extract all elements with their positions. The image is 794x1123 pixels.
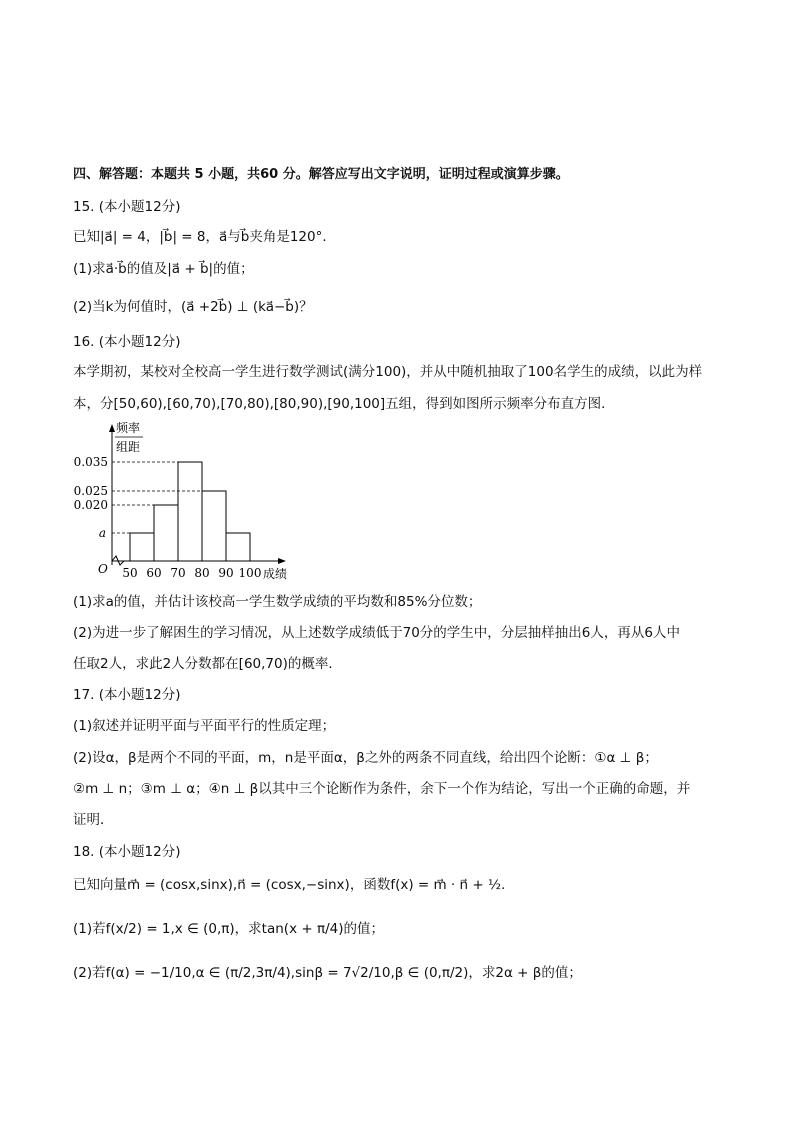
origin-label: O: [98, 562, 108, 576]
q16-part2-line2: 任取2人，求此2人分数都在[60,70)的概率．: [73, 656, 342, 672]
ytick-0025: 0.025: [73, 484, 108, 498]
xtick-80: 80: [194, 566, 210, 580]
q16-stem-line2: 本，分[50,60),[60,70),[70,80),[80,90),[90,100]五组，得到如图所示频率分布直方图．: [73, 396, 615, 412]
q16-stem-line1: 本学期初，某校对全校高一学生进行数学测试(满分100)，并从中随机抽取了100名学生的成绩，以此为样: [73, 364, 703, 380]
xtick-90: 90: [218, 566, 234, 580]
bar-70-80: [178, 462, 202, 561]
frequency-histogram: [70, 420, 310, 580]
q16-title: 16. (本小题12分): [73, 334, 181, 350]
ytick-a: a: [98, 526, 106, 540]
q15-given: 已知|a⃗| = 4，|b⃗| = 8，a⃗与b⃗夹角是120°．: [73, 229, 336, 245]
xlabel: 成绩: [263, 567, 288, 580]
bar-90-100: [226, 533, 250, 561]
bar-60-70: [154, 505, 178, 561]
ytick-0020: 0.020: [73, 498, 108, 512]
q18-given: 已知向量m⃗ = (cosx,sinx),n⃗ = (cosx,−sinx)，函数f(x) = m⃗ · n⃗ + ½.: [73, 877, 506, 893]
section-header: 四、解答题：本题共 5 小题，共60 分。解答应写出文字说明，证明过程或演算步骤。: [73, 167, 569, 182]
q17-title: 17. (本小题12分): [73, 687, 181, 703]
x-axis-arrow: [278, 558, 286, 564]
q18-part1: (1)若f(x/2) = 1,x ∈ (0,π)，求tan(x + π/4)的值；: [73, 921, 384, 937]
q18-part2: (2)若f(α) = −1/10,α ∈ (π/2,3π/4),sinβ = 7√2/10,β ∈ (0,π/2)，求2α + β的值；: [73, 965, 582, 981]
ylabel-top: 频率: [116, 421, 141, 435]
q15-part1: (1)求a⃗·b⃗的值及|a⃗ + b⃗|的值；: [73, 261, 254, 277]
q16-part1: (1)求a的值，并估计该校高一学生数学成绩的平均数和85%分位数；: [73, 594, 482, 610]
q18-title: 18. (本小题12分): [73, 844, 181, 860]
ylabel-bottom: 组距: [116, 440, 141, 454]
ytick-0035: 0.035: [73, 455, 108, 469]
q17-part1: (1)叙述并证明平面与平面平行的性质定理；: [73, 718, 336, 734]
xtick-50: 50: [122, 566, 138, 580]
q17-part2-line3: 证明．: [73, 812, 114, 828]
bar-50-60: [130, 533, 154, 561]
bar-80-90: [202, 491, 226, 561]
q17-part2-line2: ②m ⊥ n；③m ⊥ α；④n ⊥ β以其中三个论断作为条件，余下一个作为结论，写出一个正确的命题，并: [73, 781, 691, 797]
q15-title: 15. (本小题12分): [73, 199, 181, 215]
xtick-70: 70: [170, 566, 186, 580]
y-axis-arrow: [109, 424, 115, 432]
q15-part2: (2)当k为何值时，(a⃗ +2b⃗) ⊥ (ka⃗−b⃗)？: [73, 299, 313, 315]
q16-part2-line1: (2)为进一步了解困生的学习情况，从上述数学成绩低于70分的学生中，分层抽样抽出6人，再从6人中: [73, 625, 680, 641]
q17-part2-line1: (2)设α，β是两个不同的平面，m，n是平面α，β之外的两条不同直线，给出四个论断：①α ⊥ β；: [73, 750, 658, 766]
xtick-100: 100: [238, 566, 262, 580]
xtick-60: 60: [146, 566, 162, 580]
